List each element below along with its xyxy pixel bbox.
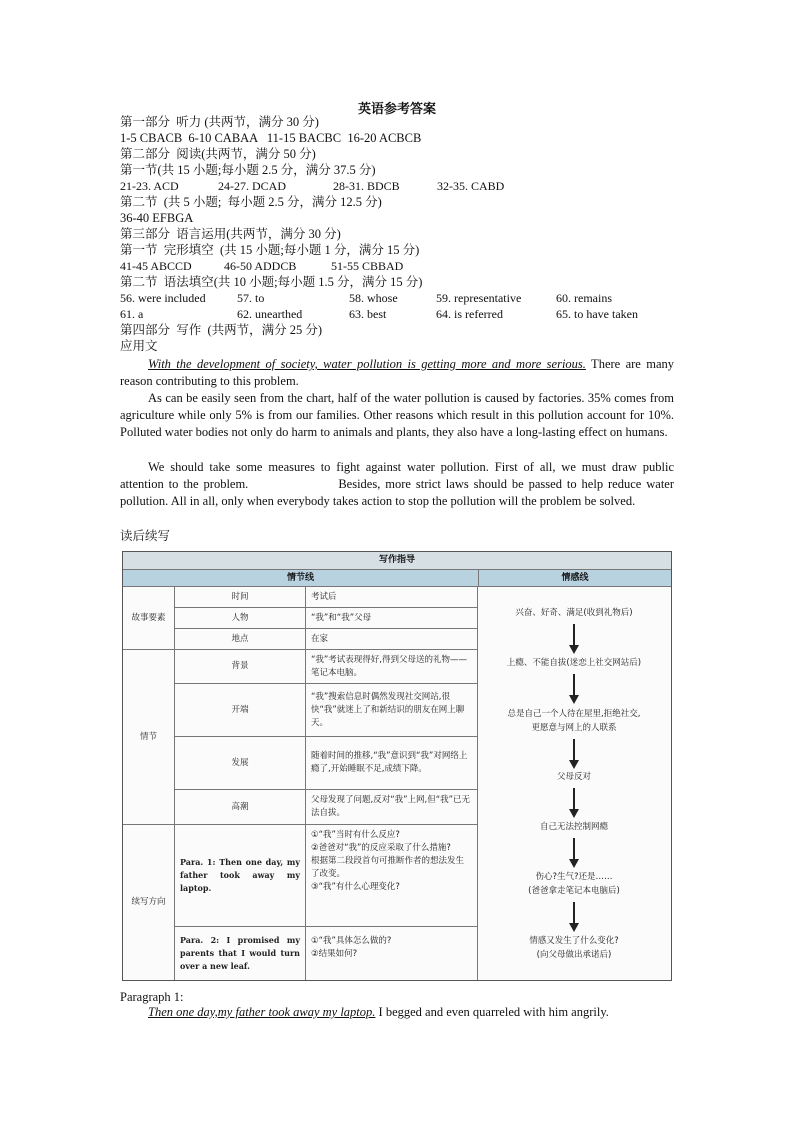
direction-point: 根据第二段段首句可推断作者的想法发生了改变。 bbox=[311, 856, 465, 879]
part1-heading: 第一部分 听力 (共两节，满分 30 分) bbox=[120, 115, 319, 129]
essay-topic-sentence: With the development of society, water pollution is getting more and more serious. bbox=[148, 357, 586, 371]
writing-guide-table bbox=[122, 551, 672, 981]
paragraph1-rest: I begged and even quarreled with him angrily. bbox=[375, 1005, 609, 1019]
emotion-stage: 情感又发生了什么变化? bbox=[529, 936, 619, 946]
emotion-stage: 父母反对 bbox=[556, 772, 591, 782]
down-arrow-icon bbox=[570, 902, 578, 932]
grammar-answer: 56. were included bbox=[120, 291, 206, 305]
cloze-answer: 41-45 ABCCD bbox=[120, 259, 192, 273]
plot-stage-text: “我”搜索信息时偶然发现社交网站,很快“我”就迷上了和新结识的朋友在网上聊天。 bbox=[306, 684, 478, 737]
cloze-answer: 46-50 ADDCB bbox=[224, 259, 297, 273]
grammar-answer: 57. to bbox=[237, 291, 265, 305]
part4-heading: 第四部分 写作 (共两节，满分 25 分) bbox=[120, 323, 323, 337]
direction-para-2: Para. 2: I promised my parents that I would turn over a new leaf. bbox=[175, 927, 306, 980]
essay-p1-rest: There are many reason contributing to this problem. bbox=[120, 357, 674, 388]
emotion-stage: (向父母做出承诺后) bbox=[536, 950, 612, 960]
emotion-line-header: 情感线 bbox=[479, 570, 671, 587]
part2-heading: 第二部分 阅读(共两节，满分 50 分) bbox=[120, 147, 316, 161]
reading-answer: 32-35. CABD bbox=[437, 179, 505, 193]
down-arrow-icon bbox=[570, 838, 578, 868]
grammar-answer: 60. remains bbox=[556, 291, 612, 305]
part3-sec1-heading: 第一节 完形填空 (共 15 小题;每小题 1 分，满分 15 分) bbox=[120, 243, 420, 257]
plot-label: 情节 bbox=[123, 650, 175, 825]
down-arrow-icon bbox=[570, 674, 578, 704]
element-key: 时间 bbox=[175, 587, 306, 608]
element-value: “我”和“我”父母 bbox=[306, 608, 478, 629]
direction-point: ②结果如何? bbox=[311, 949, 358, 959]
element-value: 在家 bbox=[306, 629, 478, 650]
guide-title: 写作指导 bbox=[123, 552, 671, 570]
direction-para-1: Para. 1: Then one day, my father took away my laptop. bbox=[175, 825, 306, 927]
paragraph1-opening: Then one day,my father took away my laptop. bbox=[148, 1005, 376, 1019]
plot-stage-text: “我”考试表现得好,得到父母送的礼物——笔记本电脑。 bbox=[306, 650, 478, 684]
element-value: 考试后 bbox=[306, 587, 478, 608]
plot-stage-key: 高潮 bbox=[175, 790, 306, 825]
grammar-answer: 59. representative bbox=[436, 291, 522, 305]
direction-point: ①“我”具体怎么做的? bbox=[311, 936, 392, 946]
reading-answer: 24-27. DCAD bbox=[218, 179, 286, 193]
part2-sec2-answers: 36-40 EFBGA bbox=[120, 211, 194, 225]
plot-stage-text: 父母发现了问题,反对“我”上网,但“我”已无法自拔。 bbox=[306, 790, 478, 825]
story-elements-label: 故事要素 bbox=[123, 587, 175, 650]
down-arrow-icon bbox=[570, 788, 578, 818]
plot-line-header: 情节线 bbox=[123, 570, 479, 587]
essay-p3-text-b: Besides, more strict laws should be passed to help reduce water pollution. All in all, only when everybody takes action to stop the pollution will the problem be solved. bbox=[120, 477, 674, 508]
direction-point: ②爸爸对“我”的反应采取了什么措施? bbox=[311, 843, 451, 853]
down-arrow-icon bbox=[570, 624, 578, 654]
grammar-answer: 62. unearthed bbox=[237, 307, 303, 321]
part2-sec1-heading: 第一节(共 15 小题;每小题 2.5 分，满分 37.5 分) bbox=[120, 163, 376, 177]
grammar-answer: 61. a bbox=[120, 307, 144, 321]
plot-stage-text: 随着时间的推移,“我”意识到“我”对网络上瘾了,开始睡眠不足,成绩下降。 bbox=[306, 737, 478, 790]
cloze-answer: 51-55 CBBAD bbox=[331, 259, 404, 273]
emotion-stage: 自己无法控制网瘾 bbox=[539, 822, 608, 832]
paragraph1-label: Paragraph 1: bbox=[120, 990, 184, 1004]
emotion-stage: 兴奋、好奇、满足(收到礼物后) bbox=[515, 608, 633, 618]
emotion-stage: 上瘾、不能自拔(迷恋上社交网站后) bbox=[506, 658, 642, 668]
plot-stage-key: 发展 bbox=[175, 737, 306, 790]
applied-writing-label: 应用文 bbox=[120, 339, 158, 353]
part3-sec2-heading: 第二节 语法填空(共 10 小题;每小题 1.5 分，满分 15 分) bbox=[120, 275, 423, 289]
part1-answers: 1-5 CBACB 6-10 CABAA 11-15 BACBC 16-20 ACBCB bbox=[120, 131, 422, 145]
page-title: 英语参考答案 bbox=[357, 101, 436, 116]
essay-paragraph-1 bbox=[120, 356, 674, 390]
emotion-stage: 总是自己一个人待在屋里,拒绝社交, bbox=[507, 709, 641, 719]
direction-points-2 bbox=[306, 927, 478, 980]
paragraph1-text bbox=[120, 1004, 674, 1021]
essay-paragraph-2 bbox=[120, 390, 674, 441]
essay-paragraph-3 bbox=[120, 459, 674, 510]
direction-point: ③“我”有什么心理变化? bbox=[311, 882, 400, 892]
continuation-label: 读后续写 bbox=[120, 529, 171, 543]
direction-point: ①“我”当时有什么反应? bbox=[311, 830, 400, 840]
grammar-answer: 65. to have taken bbox=[556, 307, 638, 321]
down-arrow-icon bbox=[570, 739, 578, 769]
essay-p3-text-a: We should take some measures to fight against water pollution. First of all, we must draw public attention to the problem. bbox=[120, 460, 674, 491]
direction-points-1 bbox=[306, 825, 478, 927]
grammar-answer: 64. is referred bbox=[436, 307, 503, 321]
essay-p2-text: As can be easily seen from the chart, half of the water pollution is caused by factories. 35% comes from agriculture while only 5% is from our families. Other reasons which result in this pollution account for 10%. Polluted water bodies not only do harm to animals and plants, they also have a long-lasting effect on humans. bbox=[120, 391, 674, 439]
emotion-stage: 伤心?生气?还是…… bbox=[535, 872, 613, 882]
emotion-stage: 更愿意与网上的人联系 bbox=[531, 723, 617, 733]
part2-sec2-heading: 第二节 (共 5 小题; 每小题 2.5 分，满分 12.5 分) bbox=[120, 195, 382, 209]
reading-answer: 28-31. BDCB bbox=[333, 179, 400, 193]
grammar-answer: 63. best bbox=[349, 307, 387, 321]
reading-answer: 21-23. ACD bbox=[120, 179, 179, 193]
plot-stage-key: 开端 bbox=[175, 684, 306, 737]
direction-label: 续写方向 bbox=[123, 825, 175, 980]
grammar-answer: 58. whose bbox=[349, 291, 398, 305]
element-key: 人物 bbox=[175, 608, 306, 629]
emotion-stage: (爸爸拿走笔记本电脑后) bbox=[528, 886, 620, 896]
part3-heading: 第三部分 语言运用(共两节，满分 30 分) bbox=[120, 227, 341, 241]
element-key: 地点 bbox=[175, 629, 306, 650]
plot-stage-key: 背景 bbox=[175, 650, 306, 684]
